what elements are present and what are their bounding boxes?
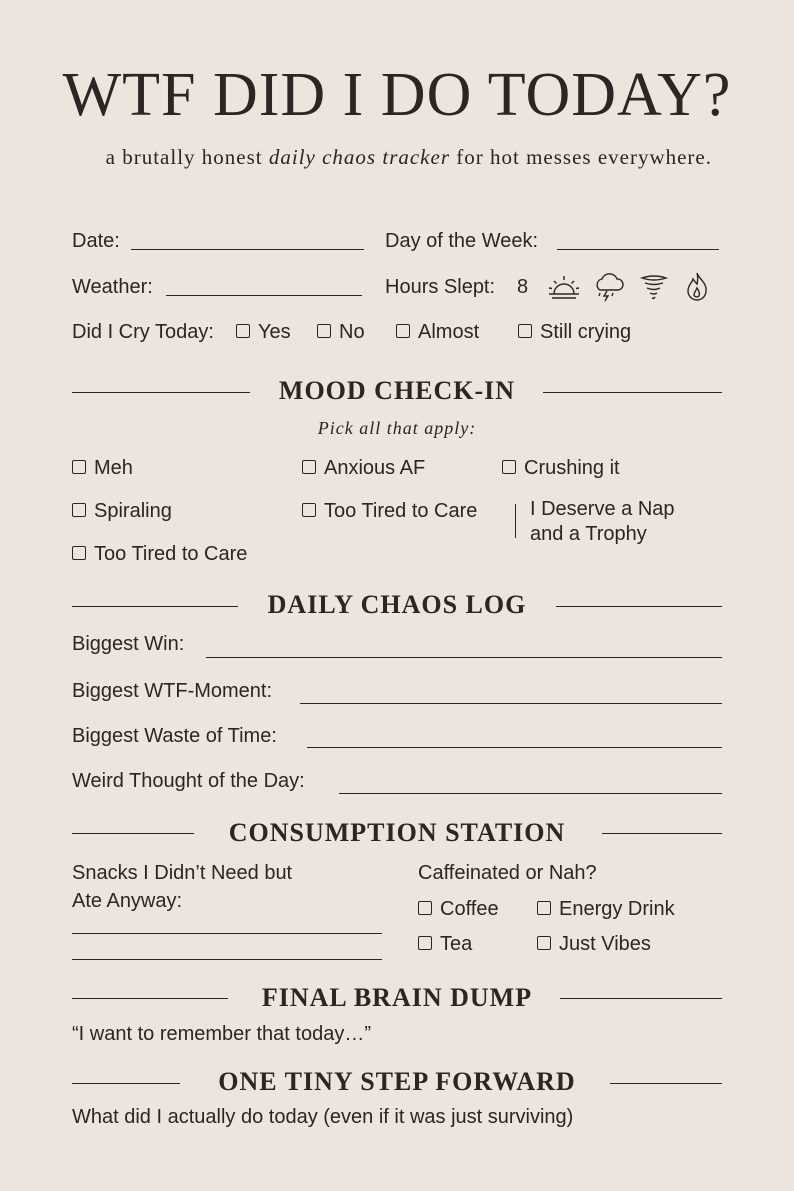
waste-of-time-label: Biggest Waste of Time: [72,725,277,747]
checkbox[interactable] [396,324,410,338]
mood-option-too-tired-2[interactable] [72,542,247,566]
subtitle-end: for hot messes everywhere. [450,145,712,169]
subtitle-emphasis: daily chaos tracker [268,145,450,169]
checkbox[interactable] [302,460,316,474]
biggest-win-label: Biggest Win: [72,633,185,655]
caffeine-option-label: Coffee [440,898,499,920]
weather-field[interactable] [166,295,362,296]
weird-thought-field[interactable] [339,793,722,794]
checkbox[interactable] [236,324,250,338]
chaos-log-heading: DAILY CHAOS LOG [267,590,527,619]
section-divider [543,392,722,393]
checkbox[interactable] [317,324,331,338]
caffeine-option-just-vibes[interactable] [537,932,651,956]
checkbox[interactable] [418,901,432,915]
section-divider [602,833,722,834]
biggest-wtf-label: Biggest WTF-Moment: [72,680,273,702]
mood-option-too-tired[interactable] [302,499,477,523]
mood-option-anxious[interactable] [302,456,425,480]
checkbox[interactable] [72,503,86,517]
storm-cloud-icon[interactable] [592,270,626,302]
weather-label: Weather: [72,276,153,298]
caffeine-option-energy-drink[interactable] [537,897,675,921]
hours-slept-value[interactable]: 8 [517,276,529,298]
section-divider [610,1083,722,1084]
section-divider [560,998,722,999]
page-title: WTF DID I DO TODAY? [62,61,732,129]
mood-option-nap-trophy-line1[interactable]: I Deserve a Nap [530,498,675,520]
cry-option-yes[interactable] [236,320,291,344]
cry-option-label: Almost [418,321,480,343]
checkbox[interactable] [72,460,86,474]
mood-option-label: Spiraling [94,500,172,522]
snacks-field-line2[interactable] [72,959,382,960]
hours-slept-label: Hours Slept: [385,276,496,298]
caffeine-option-tea[interactable] [418,932,472,956]
section-divider [556,606,722,607]
checkbox[interactable] [418,936,432,950]
date-field[interactable] [131,249,364,250]
cry-option-label: No [339,321,365,343]
snacks-label-line1: Snacks I Didn’t Need but [72,862,293,884]
caffeine-option-label: Energy Drink [559,898,675,920]
date-label: Date: [72,230,120,252]
page-subtitle [92,142,712,173]
biggest-win-field[interactable] [206,657,722,658]
mood-option-label: Too Tired to Care [324,500,478,522]
mood-option-nap-trophy-line2[interactable]: and a Trophy [530,523,647,545]
mood-option-label: Crushing it [524,457,620,479]
brain-dump-prompt: “I want to remember that today…” [72,1023,372,1045]
caffeine-option-label: Just Vibes [559,933,651,955]
day-of-week-field[interactable] [557,249,719,250]
checkbox[interactable] [302,503,316,517]
brain-dump-heading: FINAL BRAIN DUMP [261,983,533,1012]
mood-option-meh[interactable] [72,456,133,480]
cry-option-still-crying[interactable] [518,320,631,344]
mood-option-spiraling[interactable] [72,499,172,523]
caffeine-option-label: Tea [440,933,473,955]
step-forward-heading: ONE TINY STEP FORWARD [218,1067,576,1096]
cry-label: Did I Cry Today: [72,321,214,343]
checkbox[interactable] [72,546,86,560]
mood-option-label: Anxious AF [324,457,426,479]
biggest-wtf-field[interactable] [300,703,722,704]
step-forward-prompt: What did I actually do today (even if it was just surviving) [72,1106,574,1128]
cry-option-label: Yes [258,321,291,343]
checkbox[interactable] [537,936,551,950]
snacks-field-line1[interactable] [72,933,382,934]
mood-option-label: Too Tired to Care [94,543,248,565]
flame-icon[interactable] [682,270,712,302]
cry-option-label: Still crying [540,321,632,343]
cry-option-almost[interactable] [396,320,479,344]
mood-option-label: Meh [94,457,133,479]
checkbox[interactable] [518,324,532,338]
consumption-heading: CONSUMPTION STATION [228,818,566,847]
caffeine-option-coffee[interactable] [418,897,499,921]
mood-instruction: Pick all that apply: [317,418,477,438]
checkbox[interactable] [502,460,516,474]
subtitle-start: a brutally honest [105,145,269,169]
weird-thought-label: Weird Thought of the Day: [72,770,305,792]
day-of-week-label: Day of the Week: [385,230,539,252]
caffeine-label: Caffeinated or Nah? [418,862,597,884]
mood-heading: MOOD CHECK-IN [278,376,516,405]
mood-option-crushing-it[interactable] [502,456,620,480]
cry-option-no[interactable] [317,320,365,344]
option-marker[interactable] [515,504,516,538]
sunrise-icon[interactable] [546,270,582,302]
checkbox[interactable] [537,901,551,915]
waste-of-time-field[interactable] [307,747,722,748]
tornado-icon[interactable] [638,270,670,302]
snacks-label-line2: Ate Anyway: [72,890,183,912]
